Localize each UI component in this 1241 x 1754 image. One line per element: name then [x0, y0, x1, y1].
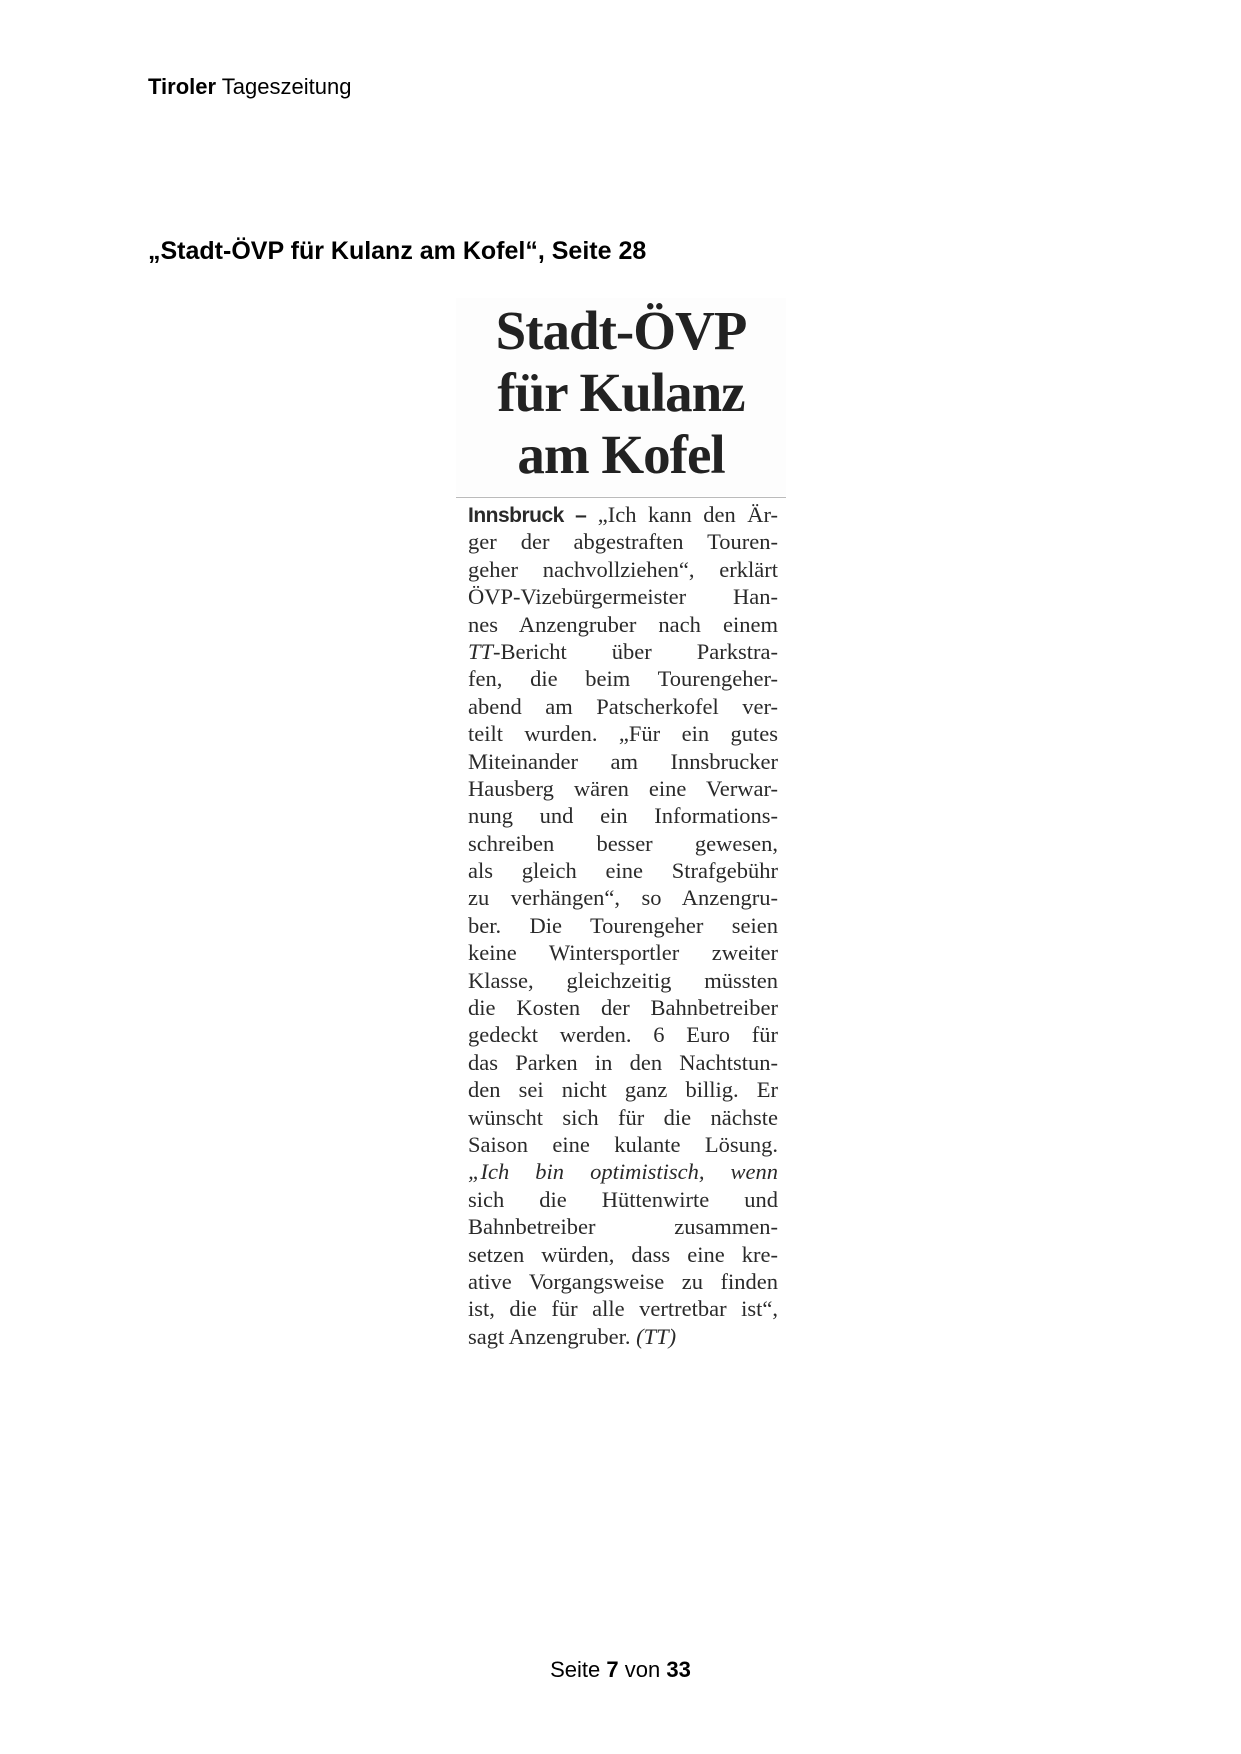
footer-prefix: Seite — [550, 1657, 601, 1682]
body-line: das Parken in den Nachtstun- — [468, 1049, 778, 1075]
body-line: teilt wurden. „Für ein gutes — [468, 721, 778, 747]
headline-line: für Kulanz — [497, 362, 745, 423]
publication-name-bold: Tiroler — [148, 74, 217, 99]
body-text: sagt Anzengruber. — [468, 1323, 637, 1349]
author-tag: (TT) — [636, 1323, 677, 1349]
body-line: ger der abgestraften Touren- — [468, 529, 778, 555]
body-line: zu verhängen“, so Anzengru- — [468, 885, 778, 911]
section-title: „Stadt-ÖVP für Kulanz am Kofel“, Seite 28 — [148, 237, 647, 265]
body-line — [468, 1323, 778, 1350]
article-headline — [456, 298, 786, 486]
body-italic: TT — [468, 638, 494, 664]
current-page: 7 — [606, 1657, 619, 1682]
body-line: Miteinander am Innsbrucker — [468, 748, 778, 774]
body-line: als gleich eine Strafgebühr — [468, 858, 778, 884]
dateline: Innsbruck – — [468, 504, 587, 527]
body-line: nes Anzengruber nach einem — [468, 611, 778, 637]
article-body — [468, 501, 778, 1350]
body-line: ist, die für alle vertretbar ist“, — [468, 1296, 778, 1322]
body-line — [468, 638, 778, 665]
body-line: wünscht sich für die nächste — [468, 1104, 778, 1130]
publication-name-rest: Tageszeitung — [221, 74, 352, 99]
headline-line: am Kofel — [517, 424, 725, 485]
article-clipping — [456, 298, 786, 1348]
body-line: abend am Patscherkofel ver- — [468, 693, 778, 719]
body-line: geher nachvollziehen“, erklärt — [468, 556, 778, 582]
body-italic: „Ich bin optimistisch, wenn — [468, 1159, 778, 1185]
body-line: den sei nicht ganz billig. Er — [468, 1077, 778, 1103]
headline-divider — [456, 497, 786, 498]
body-line: ber. Die Tourengeher seien — [468, 912, 778, 938]
body-line: Hausberg wären eine Verwar- — [468, 775, 778, 801]
body-text: -Bericht über Parkstra- — [493, 638, 778, 664]
body-line: ative Vorgangsweise zu finden — [468, 1268, 778, 1294]
body-line: schreiben besser gewesen, — [468, 830, 778, 856]
total-pages: 33 — [666, 1657, 691, 1682]
body-line — [468, 501, 778, 528]
body-text: „Ich kann den Är- — [586, 502, 778, 527]
body-line: keine Wintersportler zweiter — [468, 940, 778, 966]
body-line — [468, 1158, 778, 1185]
headline-line: Stadt-ÖVP — [495, 300, 747, 361]
body-line: Saison eine kulante Lösung. — [468, 1131, 778, 1157]
body-line: ÖVP-Vizebürgermeister Han- — [468, 584, 778, 610]
body-line: Bahnbetreiber zusammen- — [468, 1214, 778, 1240]
body-line: nung und ein Informations- — [468, 803, 778, 829]
body-line: Klasse, gleichzeitig müssten — [468, 967, 778, 993]
footer-middle: von — [624, 1657, 661, 1682]
publication-name — [148, 74, 351, 100]
page-footer — [0, 1657, 1241, 1683]
body-line: die Kosten der Bahnbetreiber — [468, 995, 778, 1021]
body-line: fen, die beim Tourengeher- — [468, 666, 778, 692]
body-line: gedeckt werden. 6 Euro für — [468, 1022, 778, 1048]
body-line: setzen würden, dass eine kre- — [468, 1241, 778, 1267]
body-line: sich die Hüttenwirte und — [468, 1186, 778, 1212]
